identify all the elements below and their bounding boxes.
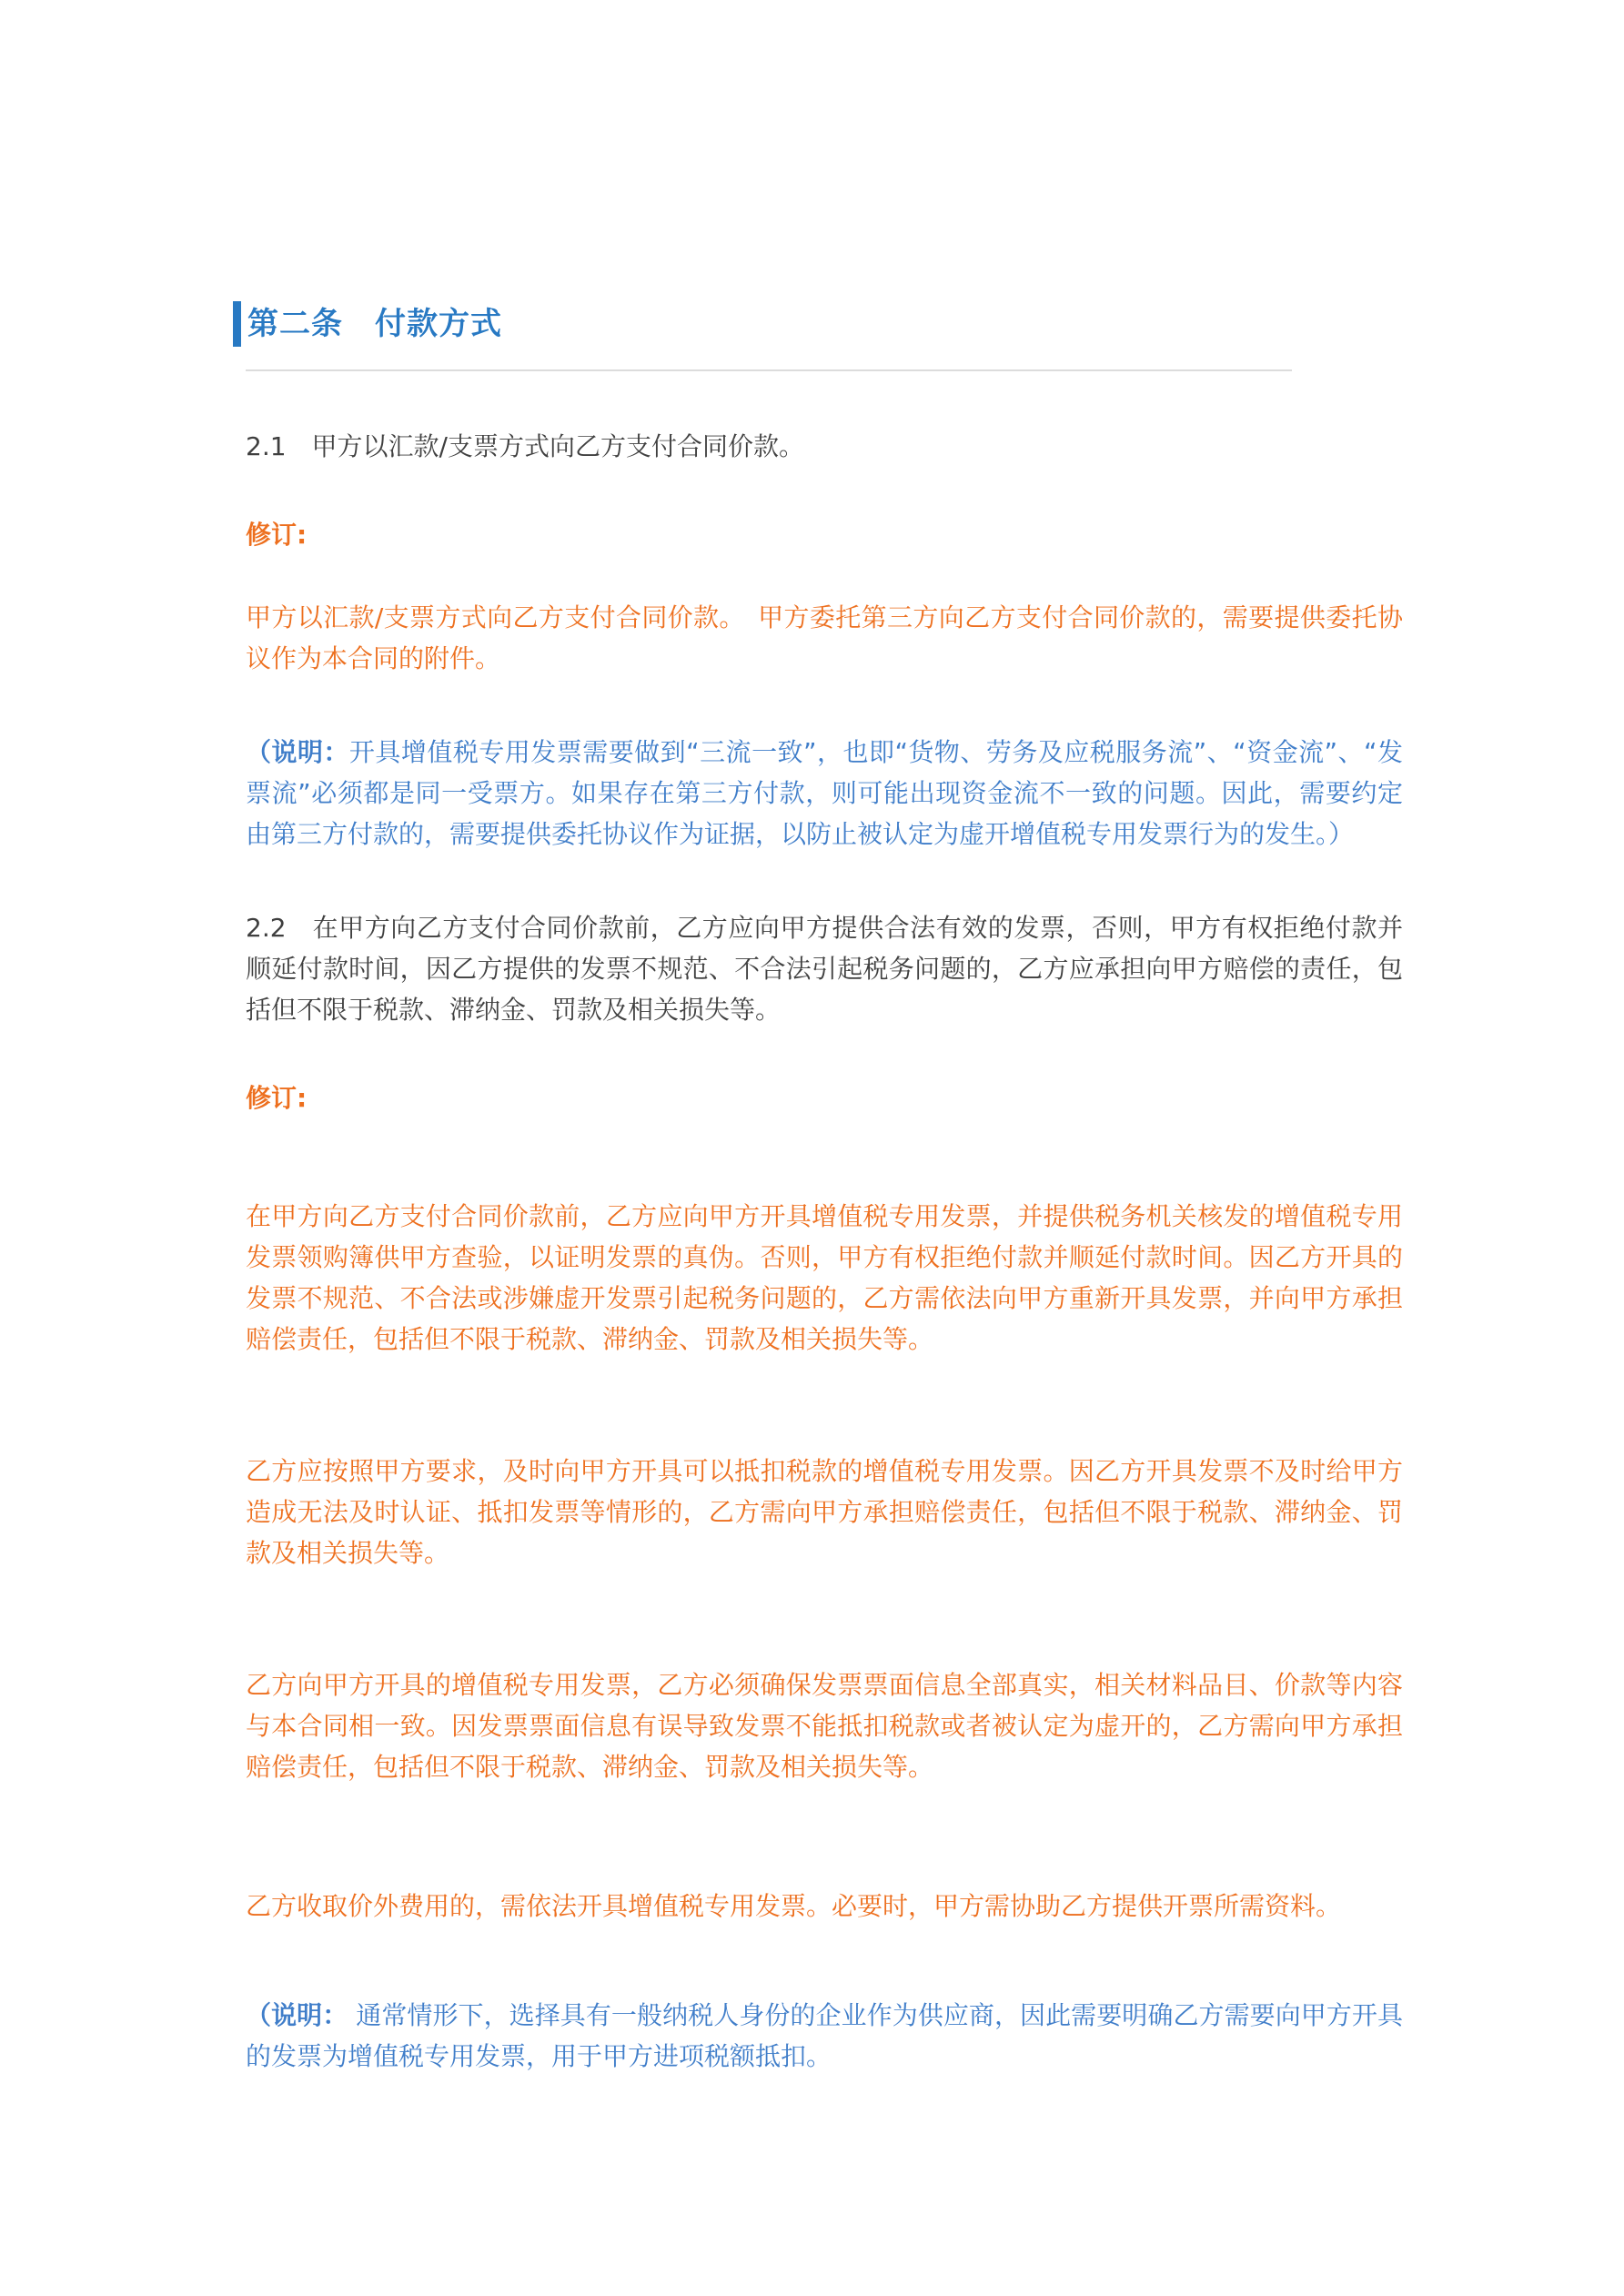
note-2-prefix: （说明： <box>246 2000 348 2030</box>
note-1-body: 开具增值税专用发票需要做到“三流一致”，也即“货物、劳务及应税服务流”、“资金流”、“发票流”必须都是同一受票方。如果存在第三方付款，则可能出现资金流不一致的问题。因此，需要约定由第三方付款的，需要提供委托协议作为证据，以防止被认定为虚开增值税专用发票行为的发生。） <box>246 737 1403 849</box>
revision-paragraph-1: 甲方以汇款/支票方式向乙方支付合同价款。 甲方委托第三方向乙方支付合同价款的，需要提供委托协议作为本合同的附件。 <box>246 602 1403 673</box>
revision-label-1: 修订: <box>246 520 308 550</box>
note-1-prefix: （说明： <box>246 737 349 767</box>
revision-paragraph-2d: 乙方收取价外费用的，需依法开具增值税专用发票。必要时，甲方需协助乙方提供开票所需资料。 <box>246 1891 1342 1921</box>
section-heading <box>233 300 1403 348</box>
contract-content <box>246 300 1403 2077</box>
revision-paragraph-2a: 在甲方向乙方支付合同价款前，乙方应向甲方开具增值税专用发票，并提供税务机关核发的增值税专用发票领购簿供甲方查验，以证明发票的真伪。否则，甲方有权拒绝付款并顺延付款时间。因乙方开具的发票不规范、不合法或涉嫌虚开发票引起税务问题的，乙方需依法向甲方重新开具发票，并向甲方承担赔偿责任，包括但不限于税款、滞纳金、罚款及相关损失等。 <box>246 1201 1403 1354</box>
revision-paragraph-2b: 乙方应按照甲方要求，及时向甲方开具可以抵扣税款的增值税专用发票。因乙方开具发票不及时给甲方造成无法及时认证、抵扣发票等情形的，乙方需向甲方承担赔偿责任，包括但不限于税款、滞纳金、罚款及相关损失等。 <box>246 1456 1403 1568</box>
heading-divider <box>246 369 1292 371</box>
note-2-body: 通常情形下，选择具有一般纳税人身份的企业作为供应商，因此需要明确乙方需要向甲方开具的发票为增值税专用发票，用于甲方进项税额抵扣。 <box>246 2000 1403 2071</box>
explanation-note-2 <box>246 1995 1403 2077</box>
section-title: 第二条 付款方式 <box>247 306 502 342</box>
revision-paragraph-2c: 乙方向甲方开具的增值税专用发票，乙方必须确保发票票面信息全部真实，相关材料品目、价款等内容与本合同相一致。因发票票面信息有误导致发票不能抵扣税款或者被认定为虚开的，乙方需向甲方承担赔偿责任，包括但不限于税款、滞纳金、罚款及相关损失等。 <box>246 1670 1403 1782</box>
clause-2-2: 2.2 在甲方向乙方支付合同价款前，乙方应向甲方提供合法有效的发票，否则，甲方有权拒绝付款并顺延付款时间，因乙方提供的发票不规范、不合法引起税务问题的，乙方应承担向甲方赔偿的责任，包括但不限于税款、滞纳金、罚款及相关损失等。 <box>246 913 1403 1025</box>
clause-2-1: 2.1 甲方以汇款/支票方式向乙方支付合同价款。 <box>246 431 804 461</box>
explanation-note-1 <box>246 732 1403 855</box>
revision-label-2: 修订: <box>246 1083 308 1113</box>
heading-accent-bar <box>233 301 241 347</box>
